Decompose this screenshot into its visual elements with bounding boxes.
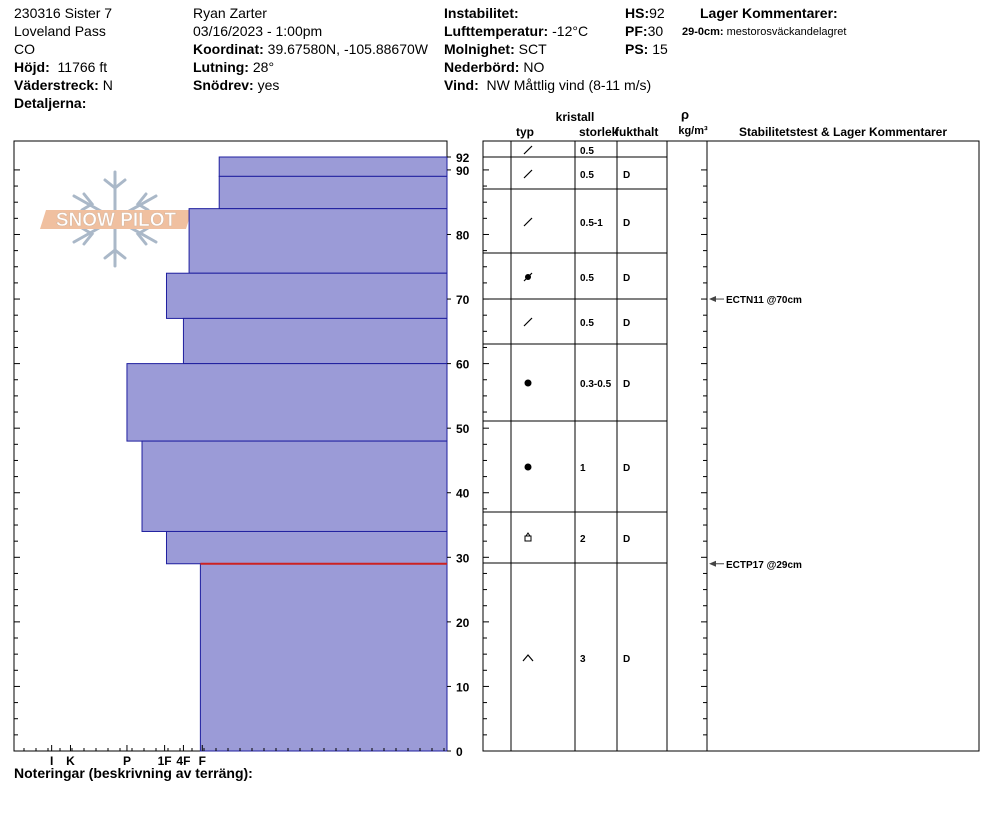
- snowpilot-logo: [40, 172, 192, 266]
- layer-bar-7: [166, 531, 447, 563]
- details-label: Detaljerna:: [14, 95, 87, 111]
- table-row: [524, 146, 594, 157]
- header-comments: Stabilitetstest & Lager Kommentarer: [738, 125, 948, 139]
- layer-bar-3: [166, 273, 447, 318]
- header-size: storlek: [579, 125, 619, 139]
- depth-label: 0: [456, 745, 463, 759]
- table-row: [525, 379, 631, 390]
- crystal-size: 0.5: [580, 273, 594, 284]
- sky-cover: Molnighet: SCT: [444, 41, 547, 57]
- header-moisture: fukthalt: [615, 125, 659, 139]
- stability-test-label: ECTP17 @29cm: [726, 559, 802, 571]
- layer-bar-5: [127, 364, 447, 441]
- crystal-caret-icon: [523, 655, 533, 661]
- crystal-slash-icon: [524, 218, 532, 226]
- depth-label: 60: [456, 357, 470, 372]
- header-type: typ: [516, 125, 534, 139]
- elevation: Höjd: 11766 ft: [14, 59, 108, 75]
- hardness-label: 4F: [176, 754, 191, 768]
- table-row: [525, 463, 631, 474]
- table-row: [524, 318, 630, 329]
- hardness-label: K: [66, 754, 75, 768]
- wind: Vind: NW Måttlig vind (8-11 m/s): [444, 77, 652, 93]
- depth-label: 10: [456, 680, 470, 695]
- pit-name: 230316 Sister 7: [14, 5, 113, 21]
- crystal-size: 1: [580, 463, 586, 474]
- depth-label: 30: [456, 551, 470, 566]
- depth-label: 92: [456, 151, 470, 165]
- location: Loveland Pass: [14, 23, 106, 39]
- crystal-slash-icon: [524, 146, 532, 154]
- moisture-value: D: [623, 170, 631, 181]
- slope: Lutning: 28°: [193, 59, 275, 75]
- table-row: [523, 654, 630, 665]
- moisture-value: D: [623, 463, 631, 474]
- stability-arrow-icon: [709, 561, 716, 567]
- layer-bar-8: [200, 564, 447, 751]
- depth-label: 20: [456, 615, 470, 630]
- observer: Ryan Zarter: [193, 5, 267, 21]
- crystal-dot-icon: [525, 464, 532, 471]
- moisture-value: D: [623, 218, 631, 229]
- hs: HS:92: [625, 5, 665, 21]
- layer-table-frame: [483, 141, 979, 751]
- aspect: Väderstreck: N: [14, 77, 113, 93]
- table-row: [524, 273, 630, 284]
- crystal-size: 0.5: [580, 318, 594, 329]
- crystal-size: 2: [580, 534, 586, 545]
- table-row: [525, 533, 630, 545]
- moisture-value: D: [623, 379, 631, 390]
- depth-label: 80: [456, 228, 470, 243]
- coordinates: Koordinat: 39.67580N, -105.88670W: [193, 41, 428, 57]
- layer-bar-2: [189, 209, 447, 274]
- depth-label: 90: [456, 163, 470, 178]
- drift: Snödrev: yes: [193, 77, 280, 93]
- table-row: [524, 170, 630, 181]
- hardness-label: F: [198, 754, 206, 768]
- header-density-unit: kg/m³: [678, 125, 708, 137]
- stability-test-label: ECTN11 @70cm: [726, 295, 802, 307]
- air-temp: Lufttemperatur: -12°C: [444, 23, 589, 39]
- crystal-size: 0.5: [580, 146, 594, 157]
- depth-label: 70: [456, 293, 470, 308]
- instability: Instabilitet:: [444, 5, 519, 21]
- layer-bar-1: [219, 176, 447, 208]
- state: CO: [14, 41, 35, 57]
- crystal-slash-icon: [524, 318, 532, 326]
- crystal-size: 0.3-0.5: [580, 379, 612, 390]
- depth-label: 40: [456, 486, 470, 501]
- crystal-slash-icon: [524, 170, 532, 178]
- ps: PS: 15: [625, 41, 668, 57]
- hardness-label: 1F: [157, 754, 172, 768]
- stability-arrow-icon: [709, 296, 716, 302]
- moisture-value: D: [623, 654, 631, 665]
- datetime: 03/16/2023 - 1:00pm: [193, 23, 323, 39]
- precipitation: Nederbörd: NO: [444, 59, 545, 75]
- layer-bar-6: [142, 441, 447, 531]
- pf: PF:30: [625, 23, 664, 39]
- moisture-value: D: [623, 534, 631, 545]
- header-crystal: kristall: [555, 110, 595, 124]
- layer-bar-4: [183, 318, 447, 363]
- crystal-dot-icon: [525, 380, 532, 387]
- hardness-label: I: [49, 754, 54, 768]
- header-rho: ρ: [680, 107, 690, 122]
- notes-label: Noteringar (beskrivning av terräng):: [14, 765, 253, 781]
- layer-comment: 29-0cm: mestorosväckandelagret: [682, 26, 847, 38]
- moisture-value: D: [623, 273, 631, 284]
- crystal-size: 0.5: [580, 170, 594, 181]
- moisture-value: D: [623, 318, 631, 329]
- crystal-size: 3: [580, 654, 586, 665]
- layer-bar-0: [219, 157, 447, 176]
- layer-comments-title: Lager Kommentarer:: [700, 5, 838, 21]
- depth-label: 50: [456, 422, 470, 437]
- crystal-square-icon: [525, 536, 531, 541]
- crystal-size: 0.5-1: [580, 218, 603, 229]
- logo-text: SNOW PILOT: [55, 210, 177, 231]
- table-row: [524, 218, 630, 229]
- hardness-label: P: [122, 754, 131, 768]
